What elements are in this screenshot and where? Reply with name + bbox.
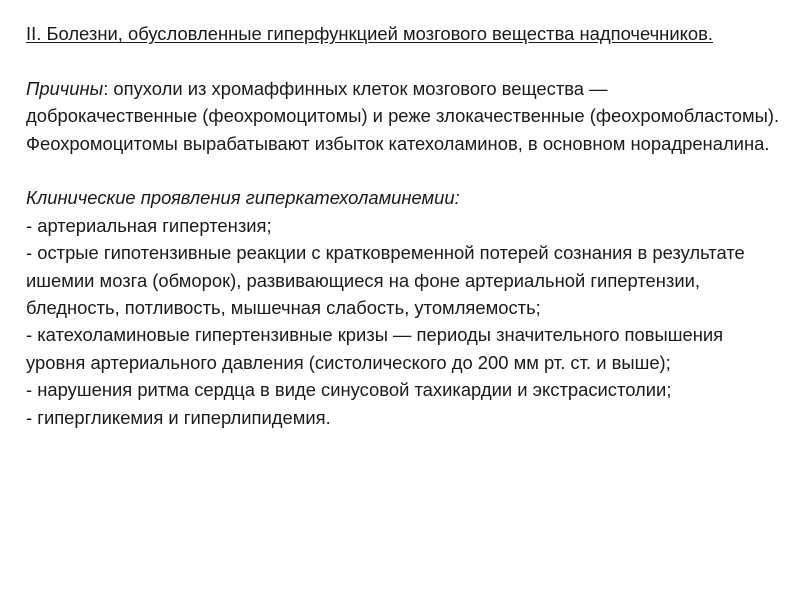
clinical-heading: Клинические проявления гиперкатехоламинемии: xyxy=(26,187,460,209)
slide-title: II. Болезни, обусловленные гиперфункцией мозгового вещества надпочечников. xyxy=(26,23,713,44)
causes-text: : опухоли из хромаффинных клеток мозгового вещества — доброкачественные (феохромоцитомы) и реже злокачественные (феохромобластомы). Феохромоцитомы вырабатывают избыток катехоламинов, в основном норадреналина. xyxy=(26,77,780,154)
list-item: - нарушения ритма сердца в виде синусовой тахикардии и экстрасистолии; xyxy=(26,379,672,401)
causes-paragraph xyxy=(26,75,780,157)
list-item: - острые гипотензивные реакции с кратковременной потерей сознания в результате ишемии мозга (обморок), развивающиеся на фоне артериальной гипертензии, бледность, потливость, мышечная слабость, утомляемость; xyxy=(26,242,745,319)
clinical-list xyxy=(26,212,780,431)
list-item: - артериальная гипертензия; xyxy=(26,214,272,236)
list-item: - гипергликемия и гиперлипидемия. xyxy=(26,406,331,428)
spacer xyxy=(26,157,780,184)
spacer xyxy=(26,47,780,74)
causes-label: Причины xyxy=(26,77,104,99)
list-item: - катехоламиновые гипертензивные кризы — периоды значительного повышения уровня артериального давления (систолического до 200 мм рт. ст. и выше); xyxy=(26,324,724,373)
